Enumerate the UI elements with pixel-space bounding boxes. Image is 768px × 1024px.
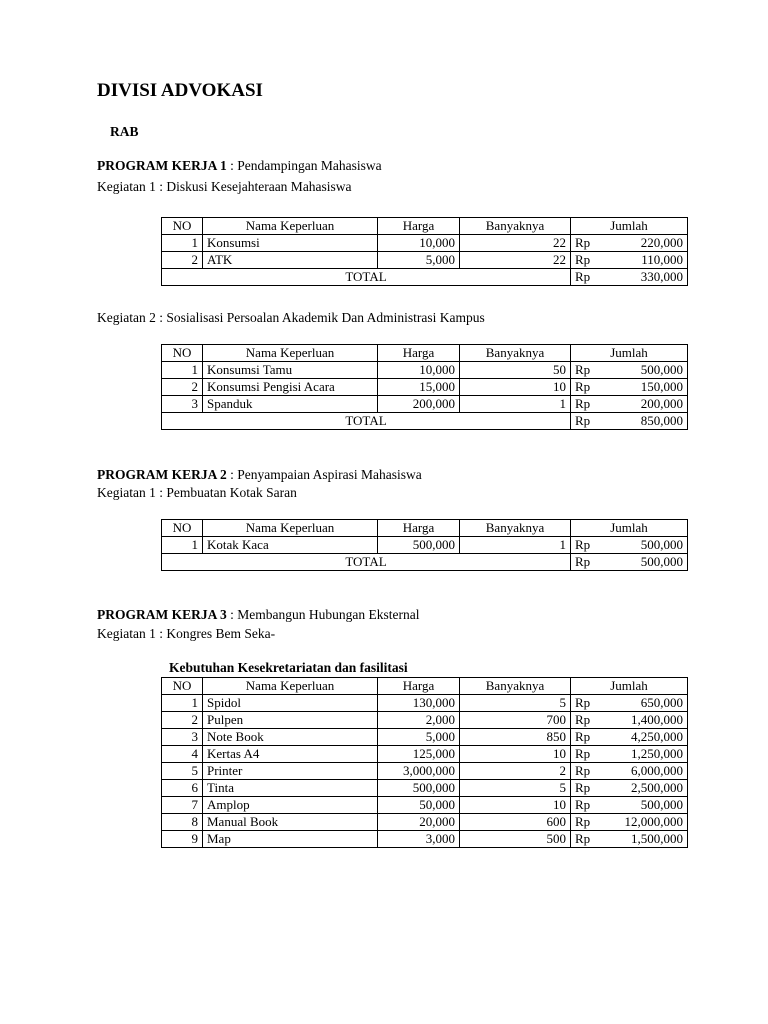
cell-currency: Rp [571, 831, 607, 848]
header-no: NO [162, 345, 203, 362]
cell-harga: 20,000 [378, 814, 460, 831]
program-heading-3 [97, 607, 419, 623]
cell-harga: 500,000 [378, 780, 460, 797]
cell-name: Map [203, 831, 378, 848]
table-row [162, 746, 688, 763]
table-row [162, 537, 688, 554]
header-name: Nama Keperluan [203, 678, 378, 695]
total-label: TOTAL [162, 269, 571, 286]
cell-no: 4 [162, 746, 203, 763]
cell-jumlah: 500,000 [607, 537, 688, 554]
cell-name: ATK [203, 252, 378, 269]
cell-currency: Rp [571, 554, 607, 571]
table-row [162, 362, 688, 379]
header-name: Nama Keperluan [203, 520, 378, 537]
header-name: Nama Keperluan [203, 345, 378, 362]
cell-no: 2 [162, 379, 203, 396]
cell-name: Konsumsi Pengisi Acara [203, 379, 378, 396]
cell-harga: 10,000 [378, 235, 460, 252]
cell-name: Konsumsi Tamu [203, 362, 378, 379]
cell-no: 9 [162, 831, 203, 848]
cell-no: 1 [162, 695, 203, 712]
cell-jumlah: 1,250,000 [607, 746, 688, 763]
cell-qty: 850 [460, 729, 571, 746]
cell-qty: 10 [460, 797, 571, 814]
cell-qty: 600 [460, 814, 571, 831]
cell-harga: 2,000 [378, 712, 460, 729]
cell-name: Konsumsi [203, 235, 378, 252]
cell-no: 5 [162, 763, 203, 780]
cell-jumlah: 500,000 [607, 797, 688, 814]
cell-qty: 10 [460, 746, 571, 763]
cell-qty: 5 [460, 780, 571, 797]
cell-qty: 22 [460, 235, 571, 252]
cell-qty: 1 [460, 537, 571, 554]
cell-no: 2 [162, 252, 203, 269]
table-row [162, 695, 688, 712]
cell-harga: 200,000 [378, 396, 460, 413]
header-harga: Harga [378, 678, 460, 695]
program-name: : Penyampaian Aspirasi Mahasiswa [226, 467, 422, 482]
cell-name: Amplop [203, 797, 378, 814]
cell-jumlah: 200,000 [607, 396, 688, 413]
cell-name: Spidol [203, 695, 378, 712]
cell-no: 8 [162, 814, 203, 831]
table-row [162, 797, 688, 814]
cell-no: 1 [162, 362, 203, 379]
cell-no: 3 [162, 396, 203, 413]
cell-name: Kotak Kaca [203, 537, 378, 554]
cell-no: 2 [162, 712, 203, 729]
cell-jumlah: 220,000 [607, 235, 688, 252]
program-name: : Pendampingan Mahasiswa [226, 158, 382, 173]
cell-qty: 10 [460, 379, 571, 396]
table-row [162, 729, 688, 746]
cell-qty: 1 [460, 396, 571, 413]
header-qty: Banyaknya [460, 678, 571, 695]
table-header-row [162, 345, 688, 362]
program-name: : Membangun Hubungan Eksternal [226, 607, 420, 622]
cell-jumlah: 650,000 [607, 695, 688, 712]
table-row [162, 712, 688, 729]
cell-harga: 5,000 [378, 252, 460, 269]
cell-qty: 22 [460, 252, 571, 269]
document-title: DIVISI ADVOKASI [97, 80, 263, 101]
table-row [162, 252, 688, 269]
total-label: TOTAL [162, 413, 571, 430]
cell-qty: 50 [460, 362, 571, 379]
cell-currency: Rp [571, 695, 607, 712]
activity-title: Kegiatan 1 : Pembuatan Kotak Saran [97, 485, 297, 500]
activity-title: Kegiatan 2 : Sosialisasi Persoalan Akademik Dan Administrasi Kampus [97, 310, 485, 325]
cell-currency: Rp [571, 729, 607, 746]
header-jumlah: Jumlah [571, 218, 688, 235]
cell-harga: 130,000 [378, 695, 460, 712]
cell-harga: 5,000 [378, 729, 460, 746]
table-row [162, 814, 688, 831]
cell-name: Printer [203, 763, 378, 780]
header-name: Nama Keperluan [203, 218, 378, 235]
cell-jumlah: 1,400,000 [607, 712, 688, 729]
cell-harga: 3,000,000 [378, 763, 460, 780]
budget-table [161, 519, 688, 571]
total-value: 330,000 [607, 269, 688, 286]
cell-jumlah: 12,000,000 [607, 814, 688, 831]
header-no: NO [162, 218, 203, 235]
cell-qty: 2 [460, 763, 571, 780]
cell-harga: 15,000 [378, 379, 460, 396]
cell-no: 1 [162, 235, 203, 252]
cell-qty: 700 [460, 712, 571, 729]
header-no: NO [162, 678, 203, 695]
cell-currency: Rp [571, 413, 607, 430]
table-row [162, 780, 688, 797]
cell-name: Pulpen [203, 712, 378, 729]
cell-name: Note Book [203, 729, 378, 746]
table-header-row [162, 678, 688, 695]
cell-jumlah: 6,000,000 [607, 763, 688, 780]
cell-jumlah: 4,250,000 [607, 729, 688, 746]
total-value: 850,000 [607, 413, 688, 430]
header-jumlah: Jumlah [571, 345, 688, 362]
cell-jumlah: 500,000 [607, 362, 688, 379]
table-row [162, 379, 688, 396]
document-subtitle: RAB [110, 124, 139, 139]
cell-name: Manual Book [203, 814, 378, 831]
table-row [162, 763, 688, 780]
cell-currency: Rp [571, 763, 607, 780]
cell-jumlah: 150,000 [607, 379, 688, 396]
total-value: 500,000 [607, 554, 688, 571]
program-heading-1 [97, 158, 382, 174]
cell-qty: 5 [460, 695, 571, 712]
table-row [162, 831, 688, 848]
cell-no: 1 [162, 537, 203, 554]
header-harga: Harga [378, 520, 460, 537]
cell-harga: 10,000 [378, 362, 460, 379]
program-label: PROGRAM KERJA 2 [97, 467, 227, 482]
cell-currency: Rp [571, 396, 607, 413]
budget-table [161, 677, 688, 848]
table-total-row [162, 269, 688, 286]
cell-currency: Rp [571, 746, 607, 763]
header-qty: Banyaknya [460, 520, 571, 537]
cell-currency: Rp [571, 235, 607, 252]
cell-currency: Rp [571, 797, 607, 814]
activity-title: Kegiatan 1 : Diskusi Kesejahteraan Mahasiswa [97, 179, 352, 194]
program-label: PROGRAM KERJA 3 [97, 607, 227, 622]
cell-currency: Rp [571, 712, 607, 729]
table-row [162, 235, 688, 252]
cell-currency: Rp [571, 537, 607, 554]
cell-no: 6 [162, 780, 203, 797]
cell-qty: 500 [460, 831, 571, 848]
cell-harga: 125,000 [378, 746, 460, 763]
cell-no: 3 [162, 729, 203, 746]
header-harga: Harga [378, 345, 460, 362]
cell-currency: Rp [571, 269, 607, 286]
cell-harga: 500,000 [378, 537, 460, 554]
budget-table [161, 344, 688, 430]
cell-jumlah: 1,500,000 [607, 831, 688, 848]
cell-name: Spanduk [203, 396, 378, 413]
header-jumlah: Jumlah [571, 520, 688, 537]
header-harga: Harga [378, 218, 460, 235]
header-qty: Banyaknya [460, 345, 571, 362]
cell-jumlah: 2,500,000 [607, 780, 688, 797]
table-total-row [162, 554, 688, 571]
program-heading-2 [97, 467, 422, 483]
header-qty: Banyaknya [460, 218, 571, 235]
cell-currency: Rp [571, 780, 607, 797]
cell-currency: Rp [571, 362, 607, 379]
table-caption: Kebutuhan Kesekretariatan dan fasilitasi [169, 660, 408, 675]
budget-table [161, 217, 688, 286]
header-no: NO [162, 520, 203, 537]
cell-harga: 50,000 [378, 797, 460, 814]
cell-name: Kertas A4 [203, 746, 378, 763]
activity-title: Kegiatan 1 : Kongres Bem Seka- [97, 626, 276, 641]
cell-name: Tinta [203, 780, 378, 797]
header-jumlah: Jumlah [571, 678, 688, 695]
cell-harga: 3,000 [378, 831, 460, 848]
cell-currency: Rp [571, 379, 607, 396]
table-header-row [162, 218, 688, 235]
table-row [162, 396, 688, 413]
cell-jumlah: 110,000 [607, 252, 688, 269]
cell-currency: Rp [571, 252, 607, 269]
table-header-row [162, 520, 688, 537]
cell-currency: Rp [571, 814, 607, 831]
cell-no: 7 [162, 797, 203, 814]
total-label: TOTAL [162, 554, 571, 571]
program-label: PROGRAM KERJA 1 [97, 158, 227, 173]
table-total-row [162, 413, 688, 430]
